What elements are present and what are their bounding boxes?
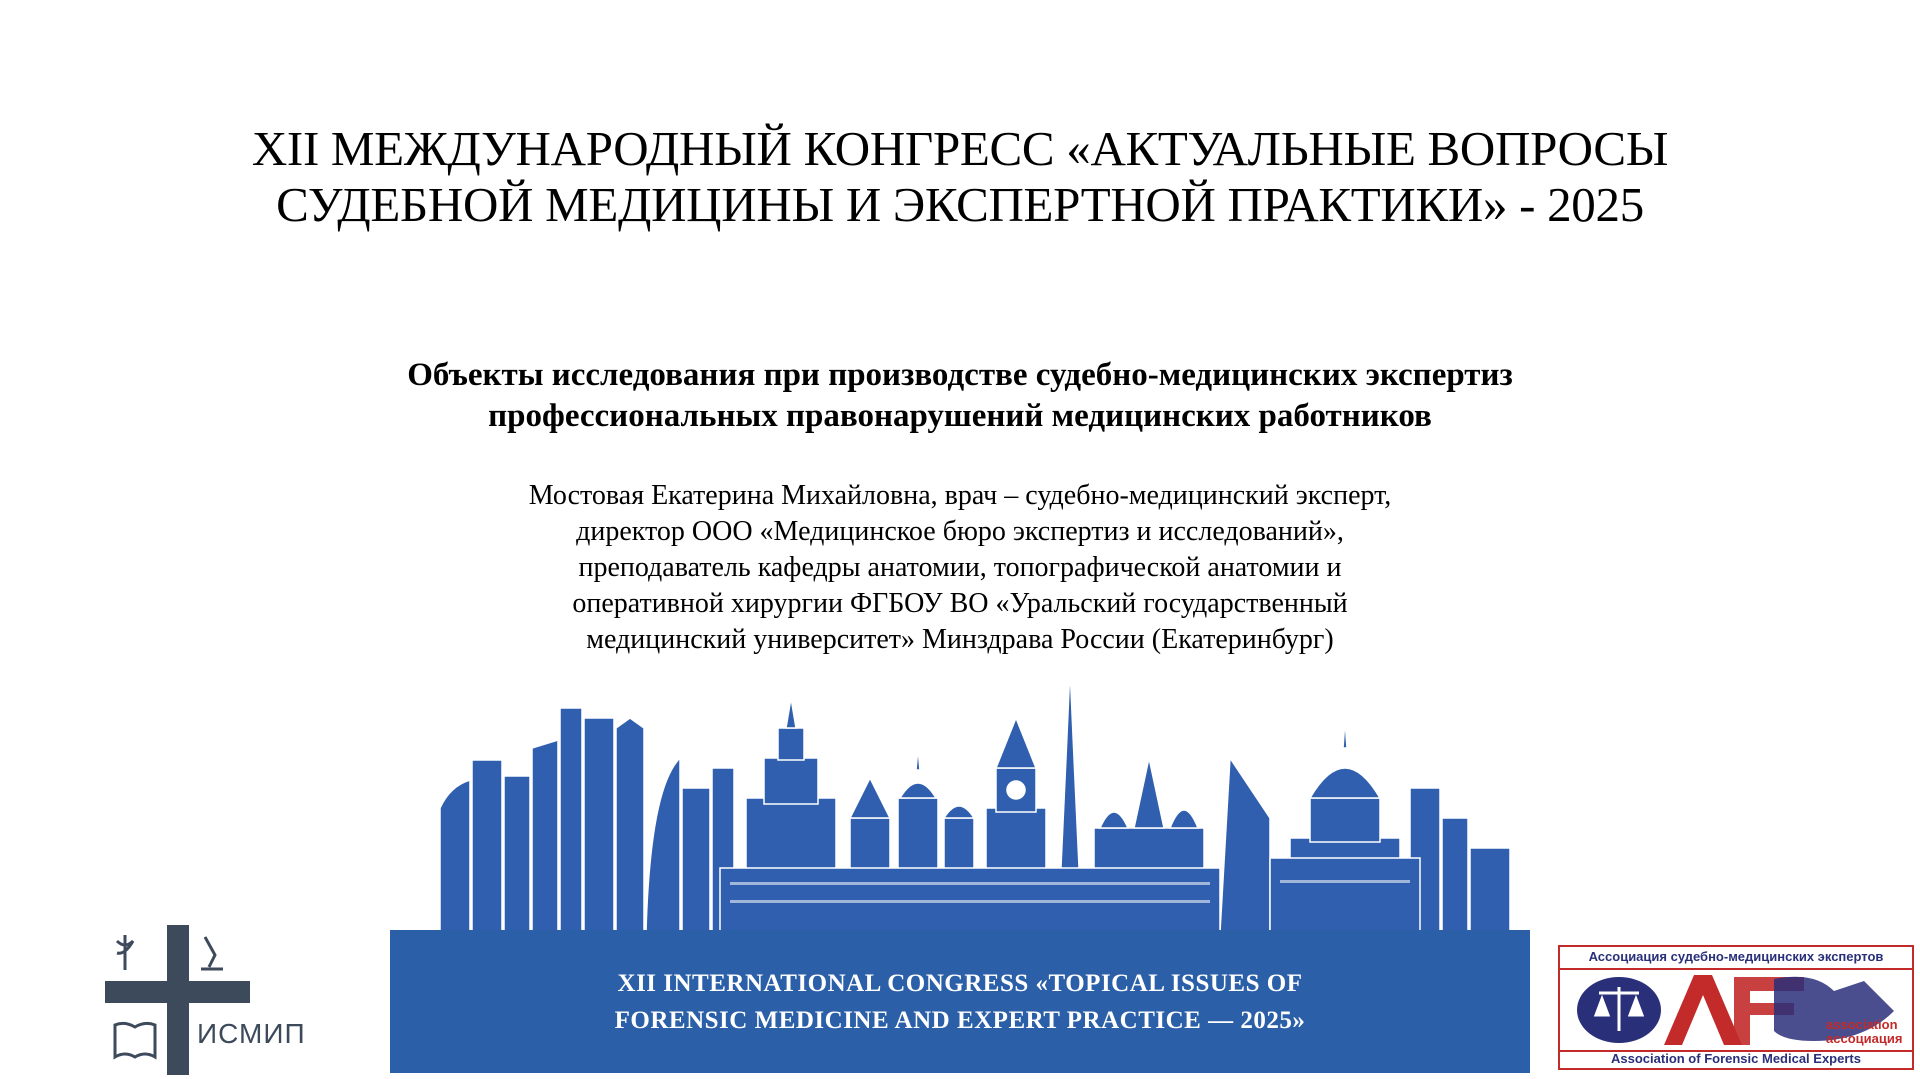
asme-top-text: Ассоциация судебно-медицинских экспертов (1588, 949, 1884, 964)
banner-line-2: FORENSIC MEDICINE AND EXPERT PRACTICE — 2025» (614, 1006, 1306, 1034)
title-line-2: СУДЕБНОЙ МЕДИЦИНЫ И ЭКСПЕРТНОЙ ПРАКТИКИ» - 2025 (276, 177, 1644, 232)
congress-banner (390, 930, 1530, 1073)
talk-title-line-1: Объекты исследования при производстве судебно-медицинских экспертиз (407, 357, 1513, 393)
ismip-label: ИСМИП (197, 1018, 306, 1049)
talk-title (0, 355, 1920, 437)
author-line-5: медицинский университет» Минздрава России (Екатеринбург) (586, 624, 1334, 655)
author-block (0, 478, 1920, 658)
asme-bottom-text: Association of Forensic Medical Experts (1611, 1051, 1861, 1066)
author-line-2: директор ООО «Медицинское бюро экспертиз и исследований», (576, 516, 1344, 547)
slide-title (0, 121, 1920, 233)
ismip-cross-logo-icon (105, 925, 330, 1075)
banner-line-1: XII INTERNATIONAL CONGRESS «TOPICAL ISSUES OF (617, 969, 1303, 997)
moscow-skyline-illustration (430, 668, 1515, 932)
title-line-1: XII МЕЖДУНАРОДНЫЙ КОНГРЕСС «АКТУАЛЬНЫЕ ВОПРОСЫ (251, 121, 1669, 176)
asme-logo-icon (1564, 971, 1908, 1049)
asme-small-text-2: ассоциация (1826, 1031, 1903, 1046)
author-line-1: Мостовая Екатерина Михайловна, врач – судебно-медицинский эксперт, (528, 480, 1392, 511)
author-line-3: преподаватель кафедры анатомии, топографической анатомии и (578, 552, 1342, 583)
talk-title-line-2: профессиональных правонарушений медицинских работников (488, 398, 1432, 434)
author-line-4: оперативной хирургии ФГБОУ ВО «Уральский государственный (572, 588, 1348, 619)
asme-small-text-1: association (1826, 1017, 1898, 1032)
asme-logo (1558, 945, 1914, 1070)
asme-divider-top (1560, 968, 1912, 970)
